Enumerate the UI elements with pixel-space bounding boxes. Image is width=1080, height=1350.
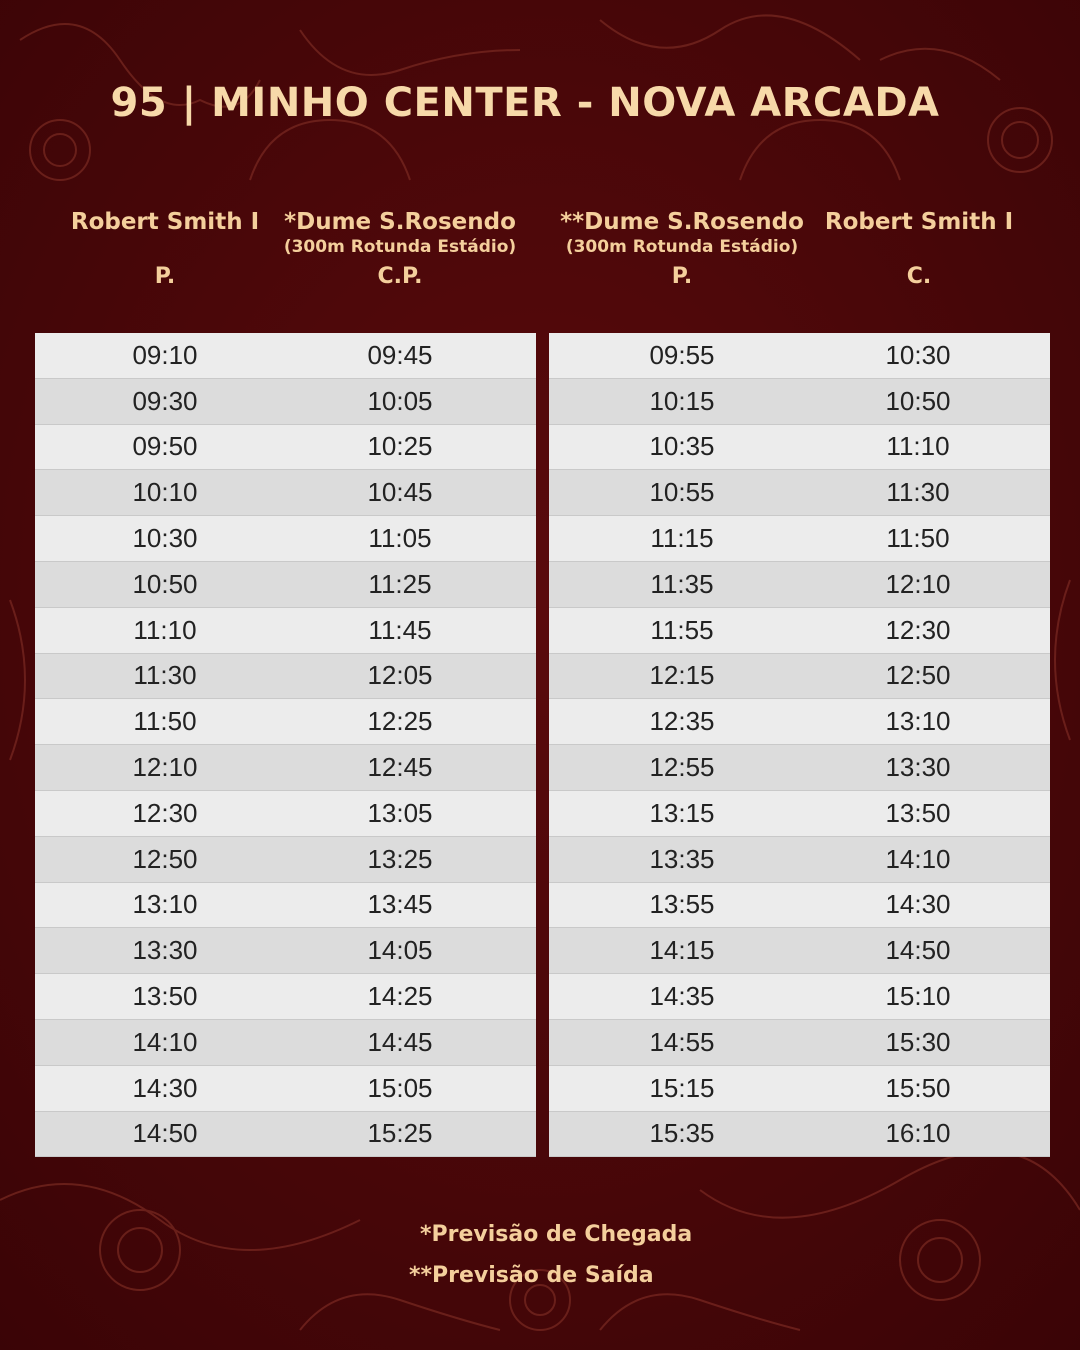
- route-title: 95 | MINHO CENTER - NOVA ARCADA: [110, 80, 940, 126]
- departure-time: 14:35: [649, 981, 715, 1012]
- table-row: [549, 562, 1050, 608]
- column-header-1: [40, 206, 290, 290]
- column-code: C.P.: [377, 264, 423, 289]
- departure-time: 09:55: [649, 339, 715, 370]
- column-code: P.: [154, 264, 176, 289]
- table-row: [549, 425, 1050, 471]
- arrival-time: 11:45: [368, 614, 432, 645]
- arrival-time: 14:05: [367, 935, 433, 966]
- table-row: [35, 1066, 536, 1112]
- departure-time: 09:50: [132, 431, 198, 462]
- table-row: [549, 699, 1050, 745]
- table-row: [35, 1112, 536, 1158]
- column-header-3: [557, 206, 807, 290]
- table-row: [549, 1020, 1050, 1066]
- table-row: [549, 470, 1050, 516]
- arrival-time: 12:05: [367, 660, 433, 691]
- column-header-4: [794, 206, 1044, 290]
- table-row: [35, 470, 536, 516]
- departure-time: 14:55: [649, 1026, 715, 1057]
- departure-time: 10:10: [132, 477, 198, 508]
- table-row: [549, 791, 1050, 837]
- arrival-time: 14:50: [885, 935, 951, 966]
- column-stop-name: *Dume S.Rosendo: [284, 209, 516, 235]
- arrival-time: 10:30: [885, 339, 951, 370]
- table-row: [35, 974, 536, 1020]
- arrival-time: 11:50: [886, 523, 950, 554]
- arrival-time: 11:25: [368, 568, 432, 599]
- arrival-time: 12:25: [367, 706, 433, 737]
- departure-time: 14:30: [132, 1072, 198, 1103]
- departure-time: 12:35: [649, 706, 715, 737]
- table-row: [35, 745, 536, 791]
- departure-time: 12:50: [132, 843, 198, 874]
- departure-time: 09:10: [132, 339, 198, 370]
- departure-time: 15:15: [649, 1072, 715, 1103]
- departure-time: 14:15: [649, 935, 715, 966]
- table-row: [549, 1066, 1050, 1112]
- departure-time: 11:15: [650, 523, 714, 554]
- table-row: [549, 745, 1050, 791]
- arrival-time: 15:10: [885, 981, 951, 1012]
- table-row: [35, 379, 536, 425]
- arrival-time: 14:25: [367, 981, 433, 1012]
- arrival-time: 10:50: [885, 385, 951, 416]
- table-row: [35, 1020, 536, 1066]
- arrival-time: 13:10: [885, 706, 951, 737]
- column-code: C.: [906, 264, 932, 289]
- arrival-time: 09:45: [367, 339, 433, 370]
- arrival-time: 12:45: [367, 752, 433, 783]
- table-row: [35, 608, 536, 654]
- departure-time: 11:55: [650, 614, 714, 645]
- column-stop-note: (300m Rotunda Estádio): [565, 237, 799, 257]
- arrival-note: *Previsão de Chegada: [420, 1222, 693, 1247]
- timetable-right: [549, 333, 1050, 1157]
- departure-time: 10:55: [649, 477, 715, 508]
- arrival-time: 10:05: [367, 385, 433, 416]
- table-row: [549, 379, 1050, 425]
- table-row: [35, 333, 536, 379]
- departure-time: 12:15: [649, 660, 715, 691]
- departure-time: 12:30: [132, 797, 198, 828]
- arrival-time: 10:45: [367, 477, 433, 508]
- arrival-time: 14:45: [367, 1026, 433, 1057]
- arrival-time: 11:05: [368, 523, 432, 554]
- column-stop-note: (300m Rotunda Estádio): [283, 237, 517, 257]
- table-row: [35, 837, 536, 883]
- departure-time: 11:30: [133, 660, 197, 691]
- arrival-time: 13:30: [885, 752, 951, 783]
- departure-note: **Previsão de Saída: [409, 1263, 654, 1288]
- arrival-time: 15:05: [367, 1072, 433, 1103]
- arrival-time: 14:10: [885, 843, 951, 874]
- departure-time: 10:15: [649, 385, 715, 416]
- departure-time: 13:10: [132, 889, 198, 920]
- table-row: [35, 791, 536, 837]
- column-stop-name: **Dume S.Rosendo: [560, 209, 804, 235]
- arrival-time: 15:50: [885, 1072, 951, 1103]
- arrival-time: 13:50: [885, 797, 951, 828]
- table-row: [35, 654, 536, 700]
- arrival-time: 14:30: [885, 889, 951, 920]
- departure-time: 14:10: [132, 1026, 198, 1057]
- arrival-time: 16:10: [885, 1118, 951, 1149]
- arrival-time: 11:10: [886, 431, 950, 462]
- arrival-time: 15:30: [885, 1026, 951, 1057]
- table-row: [35, 883, 536, 929]
- departure-time: 13:50: [132, 981, 198, 1012]
- arrival-time: 12:50: [885, 660, 951, 691]
- departure-time: 09:30: [132, 385, 198, 416]
- table-row: [549, 837, 1050, 883]
- arrival-time: 12:10: [885, 568, 951, 599]
- departure-time: 13:30: [132, 935, 198, 966]
- departure-time: 10:35: [649, 431, 715, 462]
- departure-time: 14:50: [132, 1118, 198, 1149]
- table-row: [549, 608, 1050, 654]
- column-header-2: [275, 206, 525, 290]
- table-row: [35, 928, 536, 974]
- departure-time: 10:50: [132, 568, 198, 599]
- table-row: [549, 654, 1050, 700]
- arrival-time: 13:05: [367, 797, 433, 828]
- table-row: [35, 516, 536, 562]
- table-row: [549, 333, 1050, 379]
- departure-time: 11:10: [133, 614, 197, 645]
- departure-time: 13:15: [649, 797, 715, 828]
- column-stop-name: Robert Smith I: [824, 209, 1014, 235]
- table-row: [35, 699, 536, 745]
- arrival-time: 13:25: [367, 843, 433, 874]
- arrival-time: 12:30: [885, 614, 951, 645]
- column-code: P.: [671, 264, 693, 289]
- table-row: [549, 1112, 1050, 1158]
- departure-time: 12:55: [649, 752, 715, 783]
- table-row: [35, 425, 536, 471]
- departure-time: 12:10: [132, 752, 198, 783]
- departure-time: 13:35: [649, 843, 715, 874]
- arrival-time: 13:45: [367, 889, 433, 920]
- departure-time: 10:30: [132, 523, 198, 554]
- table-row: [549, 974, 1050, 1020]
- table-row: [549, 928, 1050, 974]
- column-stop-name: Robert Smith I: [70, 209, 260, 235]
- departure-time: 15:35: [649, 1118, 715, 1149]
- table-row: [549, 883, 1050, 929]
- departure-time: 11:50: [133, 706, 197, 737]
- table-row: [35, 562, 536, 608]
- arrival-time: 11:30: [886, 477, 950, 508]
- arrival-time: 15:25: [367, 1118, 433, 1149]
- timetable-left: [35, 333, 536, 1157]
- arrival-time: 10:25: [367, 431, 433, 462]
- departure-time: 13:55: [649, 889, 715, 920]
- departure-time: 11:35: [650, 568, 714, 599]
- table-row: [549, 516, 1050, 562]
